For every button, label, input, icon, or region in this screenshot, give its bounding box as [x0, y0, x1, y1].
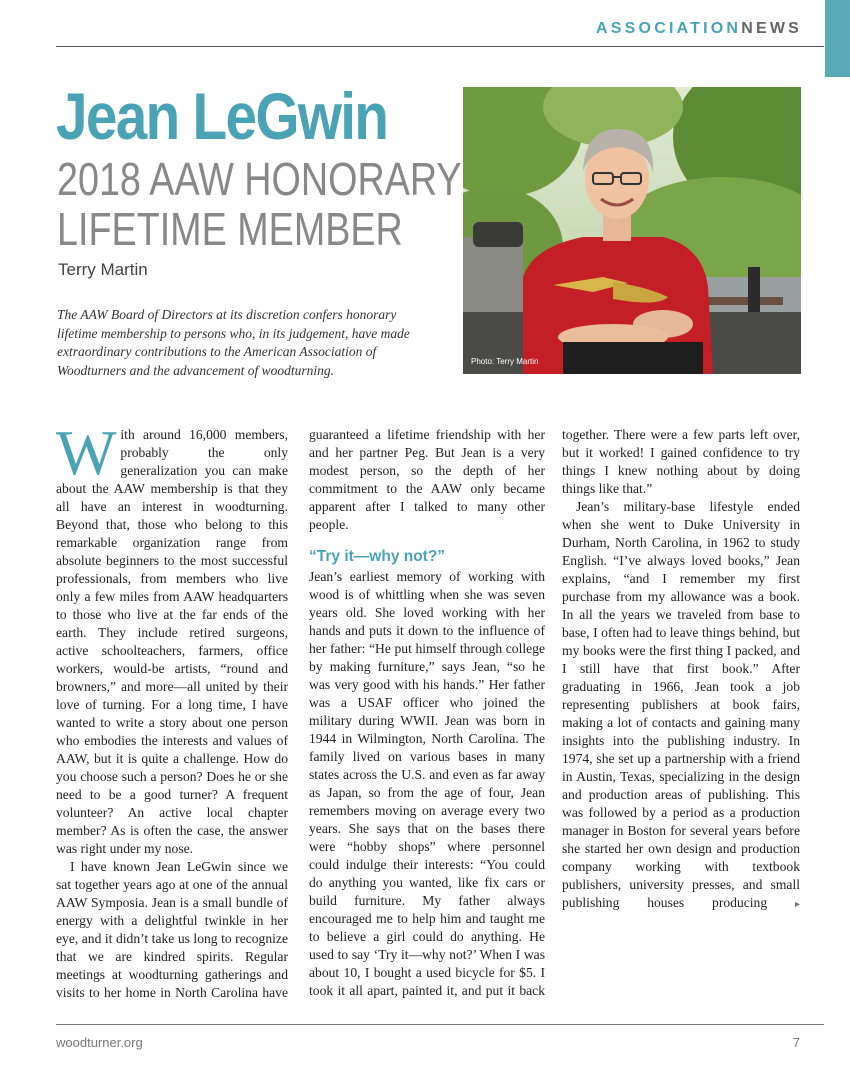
section-rest: NEWS [741, 20, 802, 37]
header-rule [56, 46, 824, 47]
article-title: Jean LeGwin [56, 79, 388, 153]
footer-website: woodturner.org [56, 1035, 143, 1050]
section-tab [825, 0, 850, 77]
section-accent: ASSOCIATION [596, 20, 742, 37]
body-paragraph-2: I have known Jean LeGwin since we sat together years ago at one of the annual AAW Symposia. Jean is a small bundle of energy with a delightful twinkle in her eye, and it didn’t take us long to recognize that we are kindred spirits. Regular meetings at woodturning gatherings and visits to her home in North Carolina have [56, 859, 288, 1000]
subtitle-line-1: 2018 AAW HONORARY [57, 153, 462, 205]
column-1 [56, 417, 288, 1002]
photo-credit: Photo: Terry Martin [471, 357, 539, 366]
body-paragraph-4: Jean’s military-base lifestyle ended when she went to Duke University in Durham, North Carolina, in 1962 to study English. “I’ve always loved books,” Jean explains, “and I remember my first purchase from my allowance was a book. In all the years we traveled from base to base, I often had to leave things behind, but my books were the first thing I packed, and I still have that first book.” After graduating in 1966, Jean took a job representing publishers at book fairs, making a lot of contacts and gaining many insights into the publishing industry. In 1974, she set up a partnership with a friend in Austin, Texas, specializing in the design and production areas of publishing. This was followed by a period as a production manager in Boston for several years before she started her own design and production company working with textbook publishers, university presses, and small publishing houses producing ▸ [562, 499, 800, 910]
section-subhead: “Try it—why not?” [309, 548, 446, 565]
portrait-illustration [463, 87, 801, 374]
section-header [596, 20, 802, 38]
subtitle-line-2: LIFETIME MEMBER [57, 203, 403, 255]
column-3 [562, 426, 800, 914]
column-2 [309, 426, 545, 1000]
page-number: 7 [792, 1035, 800, 1050]
intro-paragraph: The AAW Board of Directors at its discretion confers honorary lifetime membership to persons who, in its judgement, have made extraordinary contributions to the American Association of Woodturners and the advancement of woodturning. [57, 307, 410, 378]
body-paragraph-1: With around 16,000 members, probably the only generalization you can make about the AAW membership is that they all have an interest in woodturning. Beyond that, those who belong to this remarkable organization range from absolute beginners to the most successful professionals, from members who live only a few miles from AAW headquarters to those who live at the far ends of the earth. They include retired surgeons, active schoolteachers, farmers, office workers, would-be artists, “round and browners,” and more—all united by their love of turning. For a long time, I have wanted to write a story about one person who embodies the interests and values of AAW, but it is quite a challenge. How do you choose such a person? Does he or she need to be a good turner? A frequent volunteer? An active local chapter member? As is often the case, the answer was right under my nose. [56, 417, 288, 856]
body-paragraph-2-cont: guaranteed a lifetime friendship with her and her partner Peg. But Jean is a very modest person, so the depth of her commitment to the AAW only became apparent after I talked to many other people. [309, 427, 545, 532]
drop-cap: W [56, 417, 117, 488]
author-byline: Terry Martin [58, 260, 148, 279]
continue-arrow-icon: ▸ [794, 899, 800, 910]
portrait-photo [463, 87, 801, 374]
body-paragraph-3: Jean’s earliest memory of working with wood is of whittling when she was seven years old. She loved working with her hands and puts it down to the influence of her father: “He put himself through college by making furniture,” says Jean, “so he was very good with his hands.” Her father was a USAF officer who joined the military during WWII. Jean was born in 1944 in Wilmington, North Carolina. The family lived on various bases in many states across the U.S. and even as far away as Japan, so from the age of four, Jean remembers moving on average every two years. She says that on the bases there were “hobby shops” where personnel could indulge their interests: “You could do anything you wanted, like fix cars or build furniture. My father always encouraged me to help him and taught me to believe a girl could do anything. He used to say ‘Try it—why not?’ When I was about 10, I bought a used bicycle for $5. I took it all apart, painted it, and put it back [309, 569, 545, 998]
body-paragraph-3-cont: together. There were a few parts left over, but it worked! I gained confidence to try things I knew nothing about by doing things like that.” [562, 427, 800, 496]
article-subtitle [57, 154, 462, 254]
footer-rule [56, 1024, 824, 1025]
